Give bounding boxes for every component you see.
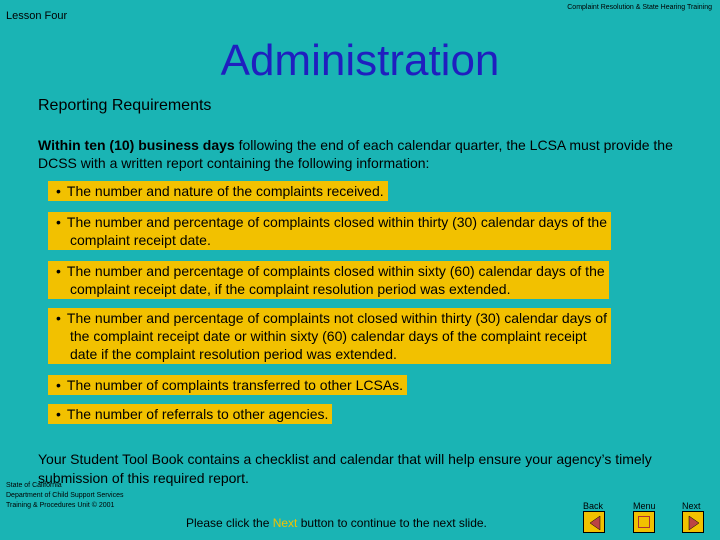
instruction-text: Please click the: [186, 516, 273, 530]
closing-paragraph: Your Student Tool Book contains a checklist and calendar that will help ensure your agency’s timely submission of this required report.: [38, 451, 652, 486]
bullet-text: The number and percentage of complaints not closed within thirty (30) calendar days of: [66, 310, 607, 326]
bullet-text-cont: date if the complaint resolution period was extended.: [70, 346, 397, 362]
bullet-text: The number and nature of the complaints received.: [66, 183, 384, 199]
bullet-text-cont: complaint receipt date.: [70, 232, 211, 248]
bullet-text-cont: complaint receipt date, if the complaint resolution period was extended.: [70, 281, 511, 297]
intro-bold: Within ten (10) business days: [38, 137, 235, 153]
menu-label: Menu: [633, 501, 656, 511]
bullet-dot: •: [56, 183, 61, 199]
bullet-item-6: [48, 404, 332, 424]
footer-org-line: Department of Child Support Services: [6, 492, 124, 499]
bullet-dot: •: [56, 377, 61, 393]
bullet-dot: •: [56, 310, 61, 326]
intro-paragraph: [38, 136, 698, 172]
intro-rest: following the end of each calendar quarter, the LCSA must provide the DCSS with a written report containing the following information:: [38, 137, 673, 171]
footer-org-line: Training & Procedures Unit © 2001: [6, 502, 115, 509]
back-arrow-icon: [584, 512, 606, 534]
bullet-text: The number and percentage of complaints closed within thirty (30) calendar days of the: [66, 214, 607, 230]
course-title: Complaint Resolution & State Hearing Training: [567, 4, 712, 11]
next-button[interactable]: [682, 511, 704, 533]
page-title: Administration: [220, 36, 500, 85]
next-arrow-icon: [683, 512, 705, 534]
instruction-text: button to continue to the next slide.: [297, 516, 487, 530]
footer-instruction: [186, 516, 487, 530]
footer-org-line: State of California: [6, 482, 62, 489]
lesson-label: Lesson Four: [6, 10, 68, 22]
bullet-text-cont: the complaint receipt date or within sixty (60) calendar days of the complaint receipt: [70, 328, 587, 344]
bullet-item-2: [48, 212, 611, 250]
instruction-next-word: Next: [272, 516, 298, 530]
bullet-item-4: [48, 308, 611, 364]
back-button[interactable]: [583, 511, 605, 533]
menu-square-icon: [638, 516, 650, 528]
bullet-text: The number and percentage of complaints closed within sixty (60) calendar days of the: [66, 263, 605, 279]
bullet-item-1: [48, 181, 388, 201]
footer-organization: [6, 481, 124, 511]
bullet-text: The number of complaints transferred to other LCSAs.: [66, 377, 404, 393]
bullet-text: The number of referrals to other agencies.: [66, 406, 329, 422]
menu-button[interactable]: [633, 511, 655, 533]
next-label: Next: [682, 501, 701, 511]
bullet-item-5: [48, 375, 407, 395]
bullet-dot: •: [56, 263, 61, 279]
section-heading: Reporting Requirements: [38, 97, 212, 114]
bullet-dot: •: [56, 406, 61, 422]
back-label: Back: [583, 501, 604, 511]
bullet-dot: •: [56, 214, 61, 230]
bullet-item-3: [48, 261, 609, 299]
